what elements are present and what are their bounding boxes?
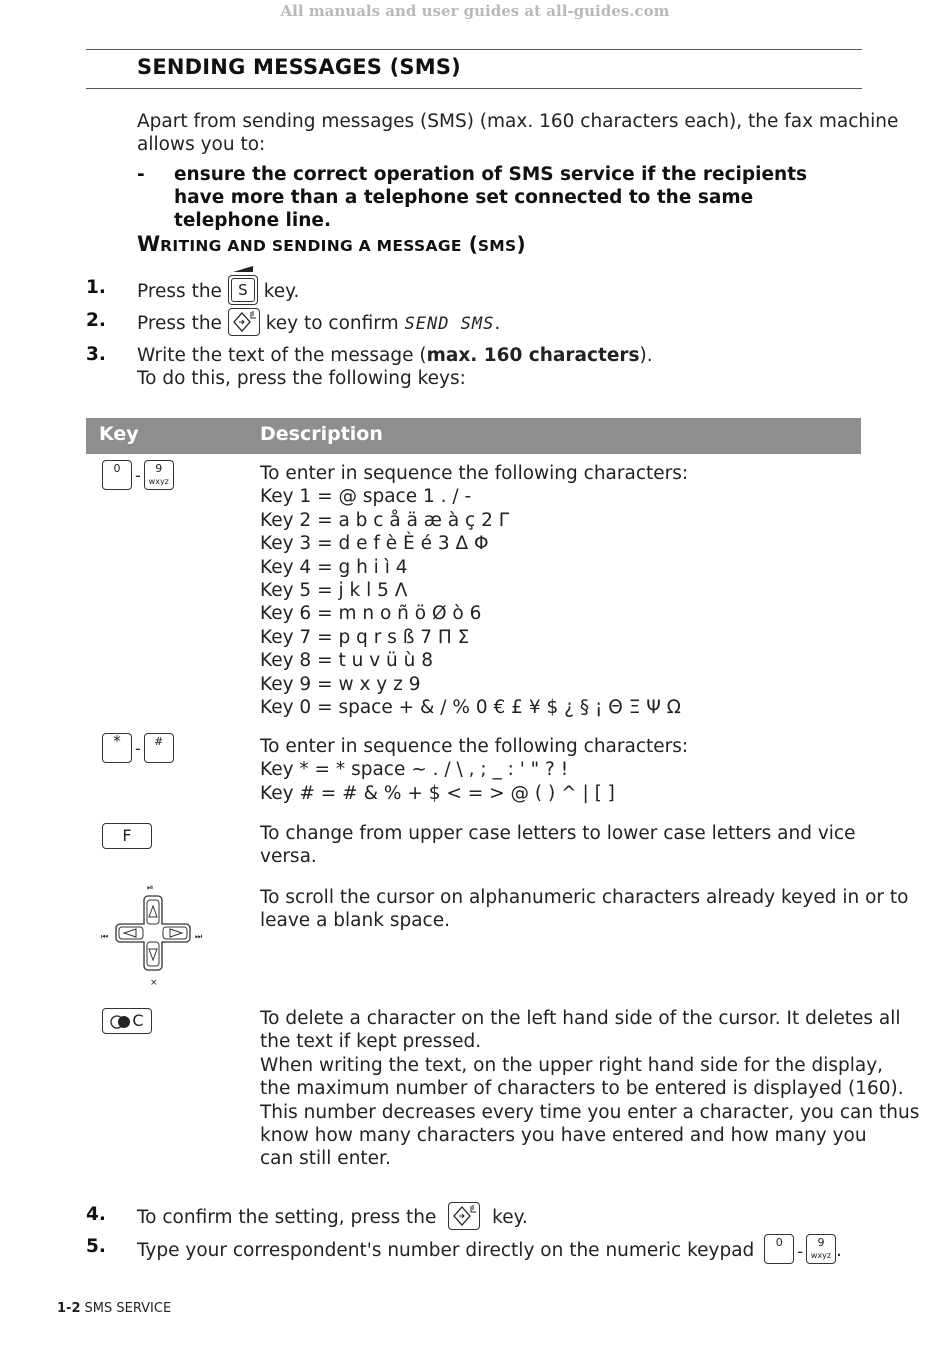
desc-line: know how many characters you have entered and how many you — [260, 1125, 867, 1147]
key-range-dash: - — [135, 465, 141, 485]
step-3-bold: max. 160 characters — [426, 345, 640, 366]
step-3-post: ). — [639, 345, 653, 366]
step-5-pre: Type your correspondent's number directly on the numeric keypad — [137, 1240, 755, 1261]
desc-line: Key # = # & % + $ < = > @ ( ) ^ | [ ] — [260, 782, 615, 804]
key-0-icon — [102, 460, 132, 490]
intro-line-2: allows you to: — [137, 134, 266, 155]
f-key-label: F — [122, 826, 132, 845]
key-c — [102, 1008, 152, 1034]
confirm-key-icon — [448, 1202, 480, 1230]
step-1-post: key. — [263, 281, 300, 302]
desc-line: To delete a character on the left hand side of the cursor. It deletes all — [260, 1008, 901, 1029]
desc-line: Key 9 = w x y z 9 — [260, 673, 421, 695]
desc-line: Key 8 = t u v ü ù 8 — [260, 650, 434, 672]
desc-row-2 — [260, 735, 850, 805]
hash-key-label: # — [154, 735, 164, 748]
footer-section: SMS SERVICE — [84, 1301, 172, 1316]
desc-line: versa. — [260, 846, 317, 868]
key-range-0-9 — [102, 460, 174, 490]
intro-line-1: Apart from sending messages (SMS) (max. 160 characters each), the fax machine — [137, 111, 899, 132]
lcd-send-sms: SEND SMS — [404, 314, 495, 334]
key-0-icon — [764, 1234, 794, 1264]
step-3-number: 3. — [86, 344, 106, 365]
subtitle-paren-close: ) — [516, 232, 526, 256]
key-9-sublabel: wxyz — [148, 477, 169, 486]
key-0-label: 0 — [113, 462, 121, 475]
desc-line: leave a blank space. — [260, 910, 450, 932]
subtitle-paren-open: ( — [461, 232, 478, 256]
step-5-text — [137, 1236, 842, 1266]
intro-paragraph — [137, 110, 898, 156]
desc-row-1 — [260, 462, 850, 719]
col-description-header: Description — [260, 423, 383, 445]
desc-line: Key 0 = space + & / % 0 € £ ¥ $ ¿ § ¡ Θ Ξ Ψ Ω — [260, 697, 681, 719]
c-key-label: C — [132, 1011, 144, 1030]
desc-line: can still enter. — [260, 1148, 391, 1170]
key-0-label: 0 — [775, 1236, 783, 1249]
step-2-post: key to confirm — [265, 313, 399, 334]
title-rule — [86, 88, 862, 89]
step-4-post: key. — [492, 1207, 528, 1228]
key-range-dash: - — [135, 738, 141, 758]
sms-key-wedge-icon — [233, 266, 253, 272]
key-9-sublabel: wxyz — [810, 1251, 832, 1260]
nav-left-symbol: ⏮ — [101, 932, 109, 941]
desc-line: To enter in sequence the following characters: — [260, 463, 689, 484]
key-9-label: 9 — [155, 462, 163, 475]
step-3-line-2: To do this, press the following keys: — [137, 368, 466, 389]
desc-row-4 — [260, 886, 909, 933]
nav-top-symbol: ⏯ — [147, 883, 154, 892]
subtitle-sms: SMS — [477, 237, 517, 255]
key-9-icon — [144, 460, 174, 490]
desc-line: Key 4 = g h i ì 4 — [260, 556, 408, 578]
sms-key-label: S — [238, 281, 248, 299]
desc-line: To enter in sequence the following characters: — [260, 736, 689, 757]
step-4-pre: To confirm the setting, press the — [137, 1207, 437, 1228]
step-4-number: 4. — [86, 1204, 106, 1225]
step-3-text — [137, 344, 653, 390]
desc-line: the text if kept pressed. — [260, 1031, 482, 1053]
table-header — [86, 418, 861, 454]
step-2-pre: Press the — [137, 313, 222, 334]
step-2-number: 2. — [86, 310, 106, 331]
step-5-number: 5. — [86, 1236, 106, 1257]
key-9-label: 9 — [817, 1236, 825, 1249]
key-f — [102, 823, 152, 849]
desc-row-3 — [260, 822, 856, 869]
subtitle-initial: W — [137, 232, 161, 256]
step-5-post: . — [835, 1240, 842, 1261]
desc-line: Key 3 = d e f è È é 3 Δ Φ — [260, 533, 489, 555]
step-3-pre: Write the text of the message ( — [137, 345, 427, 366]
nav-bottom-symbol: × — [150, 978, 158, 988]
desc-line: Key 1 = @ space 1 . / - — [260, 486, 472, 508]
key-range-dash: - — [797, 1241, 803, 1261]
desc-line: When writing the text, on the upper right hand side for the display, — [260, 1054, 884, 1076]
desc-line: Key 5 = j k l 5 Λ — [260, 580, 408, 602]
desc-line: Key 2 = a b c å ä æ à ç 2 Γ — [260, 509, 510, 531]
watermark: All manuals and user guides at all-guides.com — [280, 2, 670, 20]
nav-right-symbol: ⏭ — [195, 932, 203, 941]
key-9-icon — [806, 1234, 836, 1264]
confirm-diamond-icon — [449, 1203, 479, 1229]
desc-line: the maximum number of characters to be entered is displayed (160). — [260, 1078, 904, 1100]
bullet-item — [137, 163, 852, 232]
col-key-header: Key — [99, 423, 139, 445]
c-key-icon — [102, 1008, 152, 1034]
step-1-text — [137, 277, 299, 307]
page-title: SENDING MESSAGES (SMS) — [137, 55, 461, 79]
section-subtitle — [137, 232, 526, 256]
desc-line: Key * = * space ~ . / \ , ; _ : ' " ? ! — [260, 759, 569, 781]
desc-line: To change from upper case letters to lower case letters and vice — [260, 823, 856, 844]
sms-key-icon — [228, 275, 258, 305]
delete-circles-icon — [110, 1015, 132, 1029]
step-4-text — [137, 1204, 528, 1232]
star-key-icon — [102, 733, 132, 763]
confirm-key-icon — [228, 308, 260, 336]
bullet-dash: - — [137, 164, 145, 185]
step-1-number: 1. — [86, 277, 106, 298]
confirm-diamond-icon — [229, 309, 259, 335]
step-2-end: . — [494, 313, 501, 334]
page-number: 1-2 — [57, 1301, 81, 1316]
nav-cross-icon — [100, 886, 206, 990]
desc-line: Key 7 = p q r s ß 7 Π Σ — [260, 626, 470, 648]
desc-line: To scroll the cursor on alphanumeric characters already keyed in or to — [260, 887, 909, 908]
star-key-label: * — [113, 732, 121, 750]
bullet-text: ensure the correct operation of SMS service if the recipients have more than a telephone set connected to the same telephone line. — [174, 164, 808, 231]
subtitle-rest: RITING AND SENDING A MESSAGE — [160, 237, 462, 255]
f-key-icon — [102, 823, 152, 849]
desc-row-5 — [260, 1007, 920, 1171]
navigation-pad-icon — [100, 883, 206, 990]
top-rule — [86, 49, 862, 50]
desc-line: Key 6 = m n o ñ ö Ø ò 6 — [260, 603, 482, 625]
hash-key-icon — [144, 733, 174, 763]
desc-line: This number decreases every time you enter a character, you can thus — [260, 1101, 920, 1123]
step-1-pre: Press the — [137, 281, 222, 302]
page-footer — [57, 1301, 171, 1316]
step-2-text — [137, 310, 500, 338]
key-range-star-hash — [102, 733, 174, 763]
